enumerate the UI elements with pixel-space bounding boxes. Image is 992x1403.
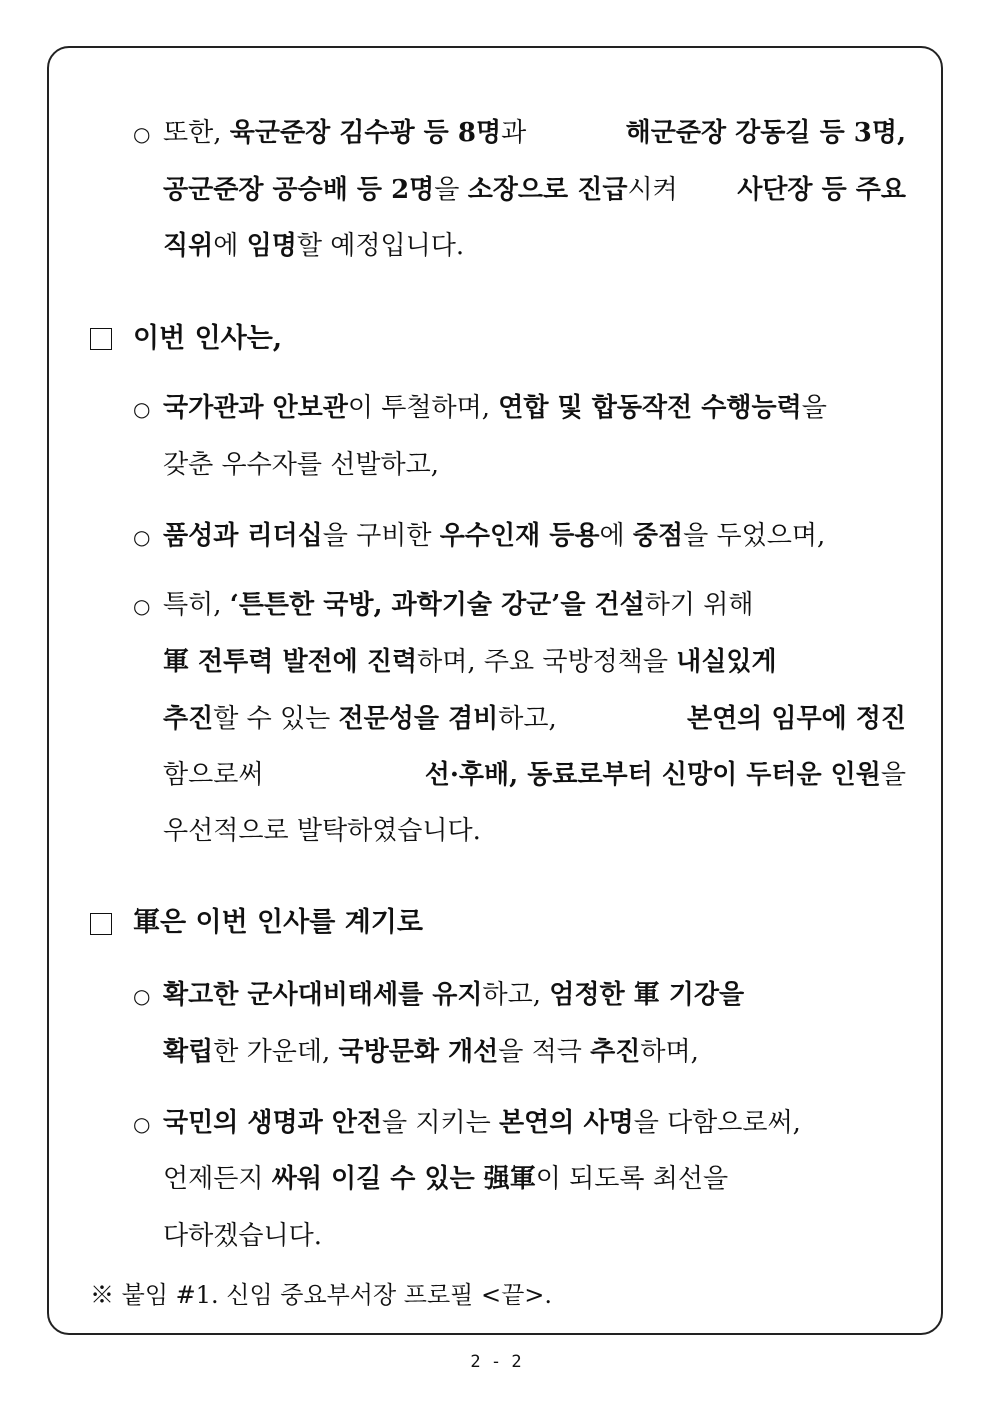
bullet-icon: ○ bbox=[133, 397, 151, 421]
bullet-icon: ○ bbox=[133, 984, 151, 1008]
attachment-note: ※ 붙임 #1. 신임 중요부서장 프로필 <끝>. bbox=[90, 1281, 553, 1309]
paragraph-line: 국민의 생명과 안전을 지키는 본연의 사명을 다함으로써, bbox=[163, 1108, 801, 1138]
checkbox-square-icon bbox=[90, 913, 112, 935]
paragraph-line: 품성과 리더십을 구비한 우수인재 등용에 중점을 두었으며, bbox=[163, 521, 826, 551]
bullet-icon: ○ bbox=[133, 122, 151, 146]
paragraph-line: 공군준장 공승배 등 2명을 소장으로 진급시켜 사단장 등 주요 bbox=[163, 175, 906, 205]
paragraph-line: 특히, ‘튼튼한 국방, 과학기술 강군’을 건설하기 위해 bbox=[163, 590, 754, 620]
paragraph-line: 다하겠습니다. bbox=[163, 1221, 322, 1251]
section-heading: 이번 인사는, bbox=[133, 323, 283, 354]
paragraph-line: 확립한 가운데, 국방문화 개선을 적극 추진하며, bbox=[163, 1037, 699, 1067]
paragraph-line: 국가관과 안보관이 투철하며, 연합 및 합동작전 수행능력을 bbox=[163, 393, 827, 423]
paragraph-line: 직위에 임명할 예정입니다. bbox=[163, 231, 465, 261]
section-heading: 軍은 이번 인사를 계기로 bbox=[133, 907, 423, 938]
paragraph-line: 함으로써 선·후배, 동료로부터 신망이 두터운 인원을 bbox=[163, 760, 906, 790]
bullet-icon: ○ bbox=[133, 594, 151, 618]
page-number: 2 - 2 bbox=[470, 1352, 522, 1372]
paragraph-line: 추진할 수 있는 전문성을 겸비하고, 본연의 임무에 정진 bbox=[163, 704, 906, 734]
paragraph-line: 우선적으로 발탁하였습니다. bbox=[163, 816, 481, 846]
paragraph-line: 확고한 군사대비태세를 유지하고, 엄정한 軍 기강을 bbox=[163, 980, 745, 1010]
paragraph-line: 軍 전투력 발전에 진력하며, 주요 국방정책을 내실있게 bbox=[163, 647, 777, 677]
bullet-icon: ○ bbox=[133, 525, 151, 549]
paragraph-line: 갖춘 우수자를 선발하고, bbox=[163, 450, 439, 480]
checkbox-square-icon bbox=[90, 328, 112, 350]
paragraph-line: 언제든지 싸워 이길 수 있는 强軍이 되도록 최선을 bbox=[163, 1164, 729, 1194]
bullet-icon: ○ bbox=[133, 1112, 151, 1136]
paragraph-line: 또한, 육군준장 김수광 등 8명과 해군준장 강동길 등 3명, bbox=[163, 118, 906, 148]
